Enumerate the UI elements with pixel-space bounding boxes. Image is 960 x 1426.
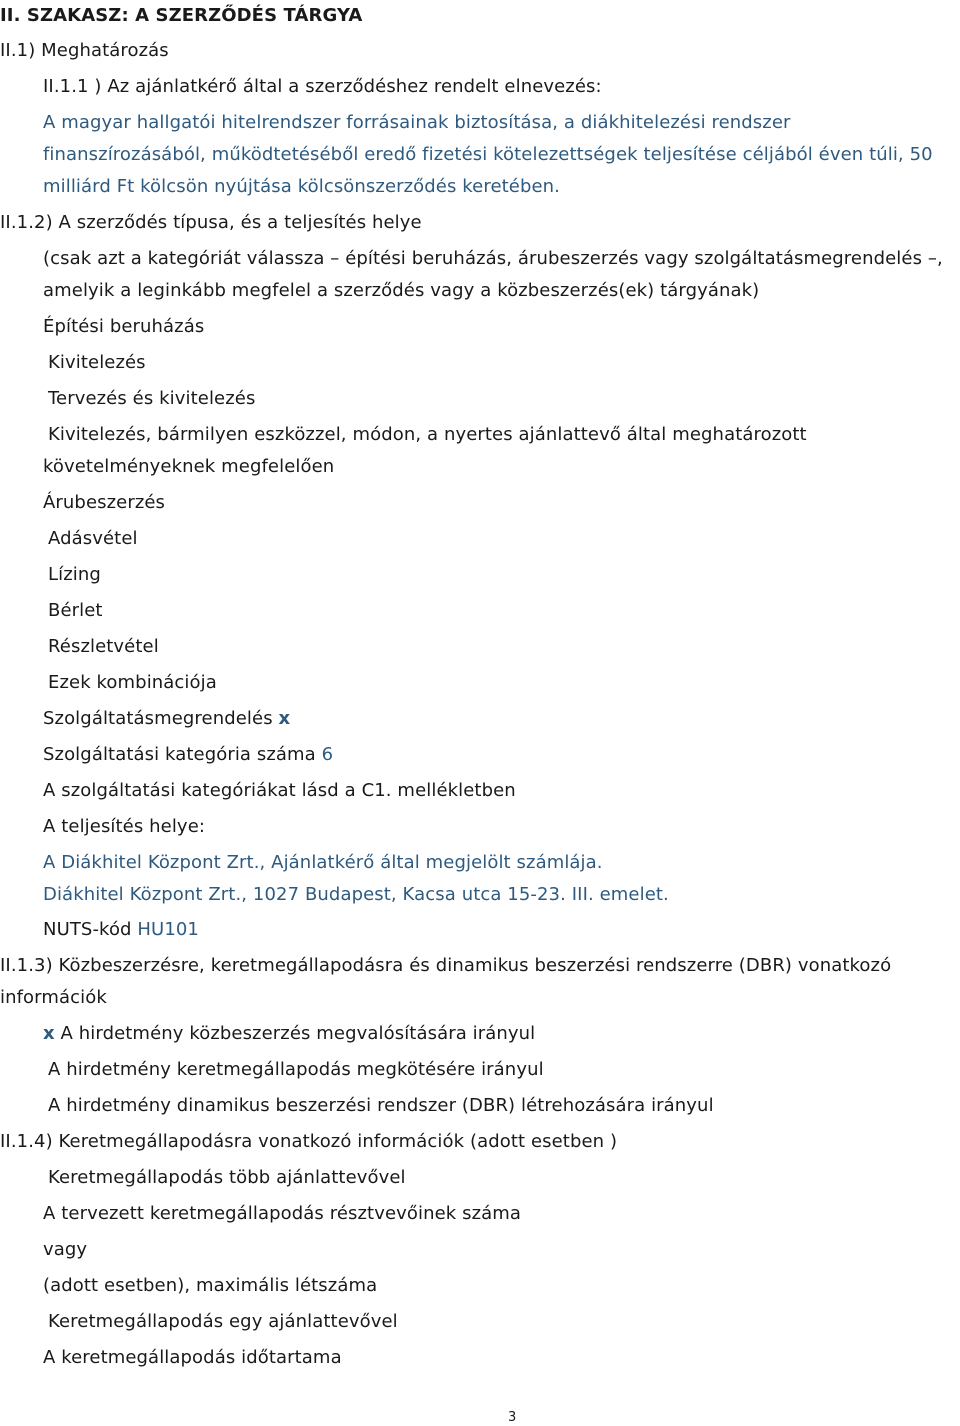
section-title: II. SZAKASZ: A SZERZŐDÉS TÁRGYA bbox=[0, 5, 363, 26]
service-category-value: 6 bbox=[321, 744, 334, 765]
framework-line: Keretmegállapodás egy ajánlattevővel bbox=[48, 1311, 398, 1332]
title-line-1: A magyar hallgatói hitelrendszer forrásainak biztosítása, a diákhitelezési rendszer bbox=[43, 112, 791, 133]
supplies-item: Ezek kombinációja bbox=[48, 672, 217, 693]
option-text: A hirdetmény közbeszerzés megvalósítására irányul bbox=[60, 1023, 536, 1044]
service-category-note: A szolgáltatási kategóriákat lásd a C1. mellékletben bbox=[43, 780, 516, 801]
note-line-2: amelyik a leginkább megfelel a szerződés vagy a közbeszerzés(ek) tárgyának) bbox=[43, 280, 760, 301]
place-line-2: Diákhitel Központ Zrt., 1027 Budapest, Kacsa utca 15-23. III. emelet. bbox=[43, 884, 669, 905]
heading-1-3: II.1.3) Közbeszerzésre, keretmegállapodásra és dinamikus beszerzési rendszerre (DBR) vonatkozó bbox=[0, 955, 892, 976]
heading-1-4: II.1.4) Keretmegállapodásra vonatkozó információk (adott esetben ) bbox=[0, 1131, 618, 1152]
option-row-3: A hirdetmény dinamikus beszerzési rendszer (DBR) létrehozására irányul bbox=[48, 1095, 714, 1116]
services-row bbox=[43, 707, 290, 731]
place-label: A teljesítés helye: bbox=[43, 816, 206, 837]
works-item: Kivitelezés bbox=[48, 352, 146, 373]
supplies-heading: Árubeszerzés bbox=[43, 492, 166, 513]
works-item-cont: követelményeknek megfelelően bbox=[43, 456, 335, 477]
service-category-label: Szolgáltatási kategória száma bbox=[43, 744, 316, 765]
heading-1-1: II.1.1 ) Az ajánlatkérő által a szerződéshez rendelt elnevezés: bbox=[43, 76, 602, 97]
heading-1-3-cont: információk bbox=[0, 987, 107, 1008]
page-number: 3 bbox=[508, 1410, 517, 1425]
framework-line: A keretmegállapodás időtartama bbox=[43, 1347, 342, 1368]
option-row-1 bbox=[43, 1022, 535, 1046]
services-heading: Szolgáltatásmegrendelés bbox=[43, 708, 273, 729]
note-line-1: (csak azt a kategóriát válassza – építési beruházás, árubeszerzés vagy szolgáltatásmegrendelés –, bbox=[43, 248, 943, 269]
title-line-3: milliárd Ft kölcsön nyújtása kölcsönszerződés keretében. bbox=[43, 176, 560, 197]
title-line-2: finanszírozásából, működtetéséből eredő fizetési kötelezettségek teljesítése céljából éven túli, 50 bbox=[43, 144, 933, 165]
heading-1: II.1) Meghatározás bbox=[0, 40, 169, 61]
supplies-item: Lízing bbox=[48, 564, 101, 585]
place-line-1: A Diákhitel Központ Zrt., Ajánlatkérő által megjelölt számlája. bbox=[43, 852, 603, 873]
nuts-value: HU101 bbox=[137, 919, 199, 940]
nuts-row bbox=[43, 918, 199, 942]
supplies-item: Részletvétel bbox=[48, 636, 159, 657]
option-mark: x bbox=[43, 1023, 55, 1044]
heading-1-2: II.1.2) A szerződés típusa, és a teljesítés helye bbox=[0, 212, 422, 233]
framework-line: Keretmegállapodás több ajánlattevővel bbox=[48, 1167, 406, 1188]
supplies-item: Adásvétel bbox=[48, 528, 138, 549]
option-row-2: A hirdetmény keretmegállapodás megkötésére irányul bbox=[48, 1059, 544, 1080]
service-category-row bbox=[43, 743, 333, 767]
supplies-item: Bérlet bbox=[48, 600, 103, 621]
framework-line: (adott esetben), maximális létszáma bbox=[43, 1275, 378, 1296]
framework-line: A tervezett keretmegállapodás résztvevőinek száma bbox=[43, 1203, 522, 1224]
works-item: Kivitelezés, bármilyen eszközzel, módon, a nyertes ajánlattevő által meghatározott bbox=[48, 424, 807, 445]
nuts-label: NUTS-kód bbox=[43, 919, 132, 940]
works-item: Tervezés és kivitelezés bbox=[48, 388, 256, 409]
services-mark: x bbox=[278, 708, 291, 729]
works-heading: Építési beruházás bbox=[43, 316, 205, 337]
framework-line: vagy bbox=[43, 1239, 88, 1260]
